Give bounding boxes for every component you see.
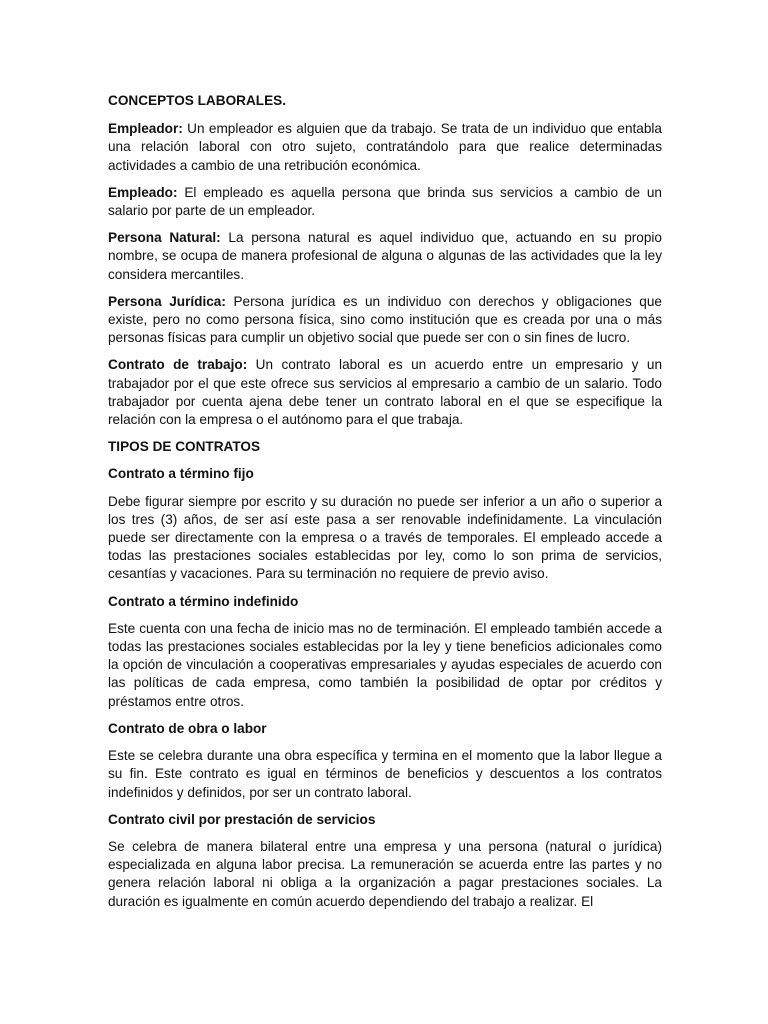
definition-persona-natural [108, 229, 662, 284]
definition-term: Contrato de trabajo: [108, 357, 248, 373]
definition-text: Un contrato laboral es un acuerdo entre un empresario y un trabajador por el que este ofrece sus servicios al empresario a cambio de un salario. Todo trabajador por cuenta ajena debe tener un contrato laboral en el que se especifique la relación con la empresa o el autónomo para el que trabaja. [108, 357, 662, 428]
definition-text: Un empleador es alguien que da trabajo. Se trata de un individuo que entabla una relación laboral con otro sujeto, contratándolo para que realice determinadas actividades a cambio de una retribución económica. [108, 121, 662, 173]
definition-term: Persona Jurídica: [108, 293, 226, 309]
definition-contrato-de-trabajo [108, 356, 662, 429]
definition-empleado [108, 184, 662, 220]
contract-text-prestacion-servicios: Se celebra de manera bilateral entre una empresa y una persona (natural o jurídica) especializada en alguna labor precisa. La remuneración se acuerda entre las partes y no genera relación laboral ni obliga a la organización a pagar prestaciones sociales. La duración es igualmente en común acuerdo dependiendo del trabajo a realizar. El [108, 838, 662, 909]
definition-term: Empleador: [108, 121, 183, 137]
contract-text-indefinido: Este cuenta con una fecha de inicio mas no de terminación. El empleado también accede a todas las prestaciones sociales establecidas por la ley y tiene beneficios adicionales como la opción de vinculación a cooperativas empresariales y ayudas especiales de acuerdo con las políticas de cada empresa, como también la posibilidad de optar por créditos y préstamos entre otros. [108, 620, 662, 709]
contract-text-obra-labor: Este se celebra durante una obra específica y termina en el momento que la labor llegue a su fin. Este contrato es igual en términos de beneficios y descuentos a los contratos indefinidos y definidos, por ser un contrato laboral. [108, 748, 662, 800]
definition-term: Persona Natural: [108, 230, 221, 246]
document-body [108, 92, 662, 920]
definition-term: Empleado: [108, 184, 178, 200]
definition-text: Persona jurídica es un individuo con derechos y obligaciones que existe, pero no como persona física, sino como institución que es creada por una o más personas físicas para cumplir un objetivo social que puede ser con o sin fines de lucro. [108, 293, 662, 346]
contract-text-fijo: Debe figurar siempre por escrito y su duración no puede ser inferior a un año o superior a los tres (3) años, de ser así este pasa a ser renovable indefinidamente. La vinculación puede ser directamente con la empresa o a través de temporales. El empleado accede a todas las prestaciones sociales establecidas por ley, como lo son prima de servicios, cesantías y vacaciones. Para su terminación no requiere de previo aviso. [108, 493, 662, 582]
definition-persona-juridica [108, 293, 662, 348]
contract-title-obra-labor: Contrato de obra o labor [108, 720, 267, 736]
definition-empleador [108, 120, 662, 175]
contract-title-fijo: Contrato a término fijo [108, 466, 254, 482]
definition-text: El empleado es aquella persona que brinda sus servicios a cambio de un salario por parte de un empleador. [108, 184, 662, 219]
section-title: TIPOS DE CONTRATOS [108, 439, 261, 455]
document-title: CONCEPTOS LABORALES. [108, 93, 286, 108]
contract-title-indefinido: Contrato a término indefinido [108, 593, 299, 609]
contract-title-prestacion-servicios: Contrato civil por prestación de servicios [108, 811, 376, 827]
definition-text: La persona natural es aquel individuo que, actuando en su propio nombre, se ocupa de manera profesional de alguna o algunas de las actividades que la ley considera mercantiles. [108, 230, 662, 282]
